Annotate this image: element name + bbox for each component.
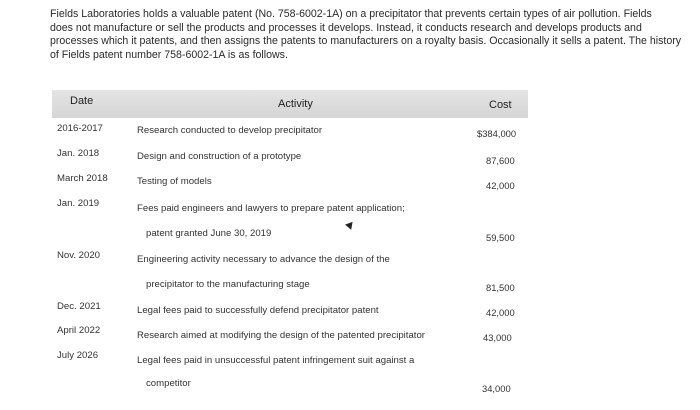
problem-intro (50, 8, 680, 62)
row-date: March 2018 (57, 173, 108, 184)
row-date: Jan. 2018 (57, 148, 100, 159)
row-cost: 59,500 (486, 232, 515, 243)
row-date: Dec. 2021 (57, 301, 101, 312)
row-activity-continued: competitor (146, 378, 191, 389)
intro-line: processes which it patents, and then assigns the patents to manufacturers on a royalty basis. Occasionally it sells a patent. The history (50, 35, 682, 48)
column-header-date: Date (70, 95, 94, 107)
row-activity: Fees paid engineers and lawyers to prepare patent application; (137, 203, 405, 214)
row-date: April 2022 (57, 325, 101, 336)
row-activity: Legal fees paid in unsuccessful patent infringement suit against a (137, 355, 415, 366)
row-date: Jan. 2019 (57, 198, 100, 209)
row-activity: Design and construction of a prototype (137, 151, 302, 162)
row-cost: 42,000 (486, 180, 515, 191)
mouse-cursor-icon (345, 222, 355, 231)
row-cost: 81,500 (486, 282, 515, 293)
row-activity: Legal fees paid to successfully defend precipitator patent (137, 305, 379, 316)
row-cost: 87,600 (486, 155, 515, 166)
row-cost: 43,000 (483, 332, 512, 343)
row-cost: 34,000 (482, 383, 511, 394)
row-date: July 2026 (57, 350, 99, 361)
row-activity: Testing of models (137, 176, 212, 187)
row-activity: Engineering activity necessary to advance the design of the (137, 254, 390, 265)
row-activity: Research aimed at modifying the design of the patented precipitator (137, 330, 425, 341)
row-cost: $384,000 (477, 128, 517, 139)
intro-line: of Fields patent number 758-6002-1A is as follows. (50, 48, 288, 61)
column-header-activity: Activity (278, 98, 313, 110)
row-cost: 42,000 (486, 307, 515, 318)
intro-line: Fields Laboratories holds a valuable patent (No. 758-6002-1A) on a precipitator that prevents certain types of air pollution. Fields (50, 8, 652, 20)
row-date: 2016-2017 (57, 123, 103, 134)
column-header-cost: Cost (489, 99, 512, 111)
row-activity: Research conducted to develop precipitator (137, 125, 323, 136)
row-activity-continued: patent granted June 30, 2019 (146, 228, 272, 239)
row-date: Nov. 2020 (57, 250, 101, 261)
row-activity-continued: precipitator to the manufacturing stage (146, 279, 310, 290)
intro-line: does not manufacture or sell the products and processes it develops. Instead, it conducts research and develops products and (50, 21, 642, 34)
